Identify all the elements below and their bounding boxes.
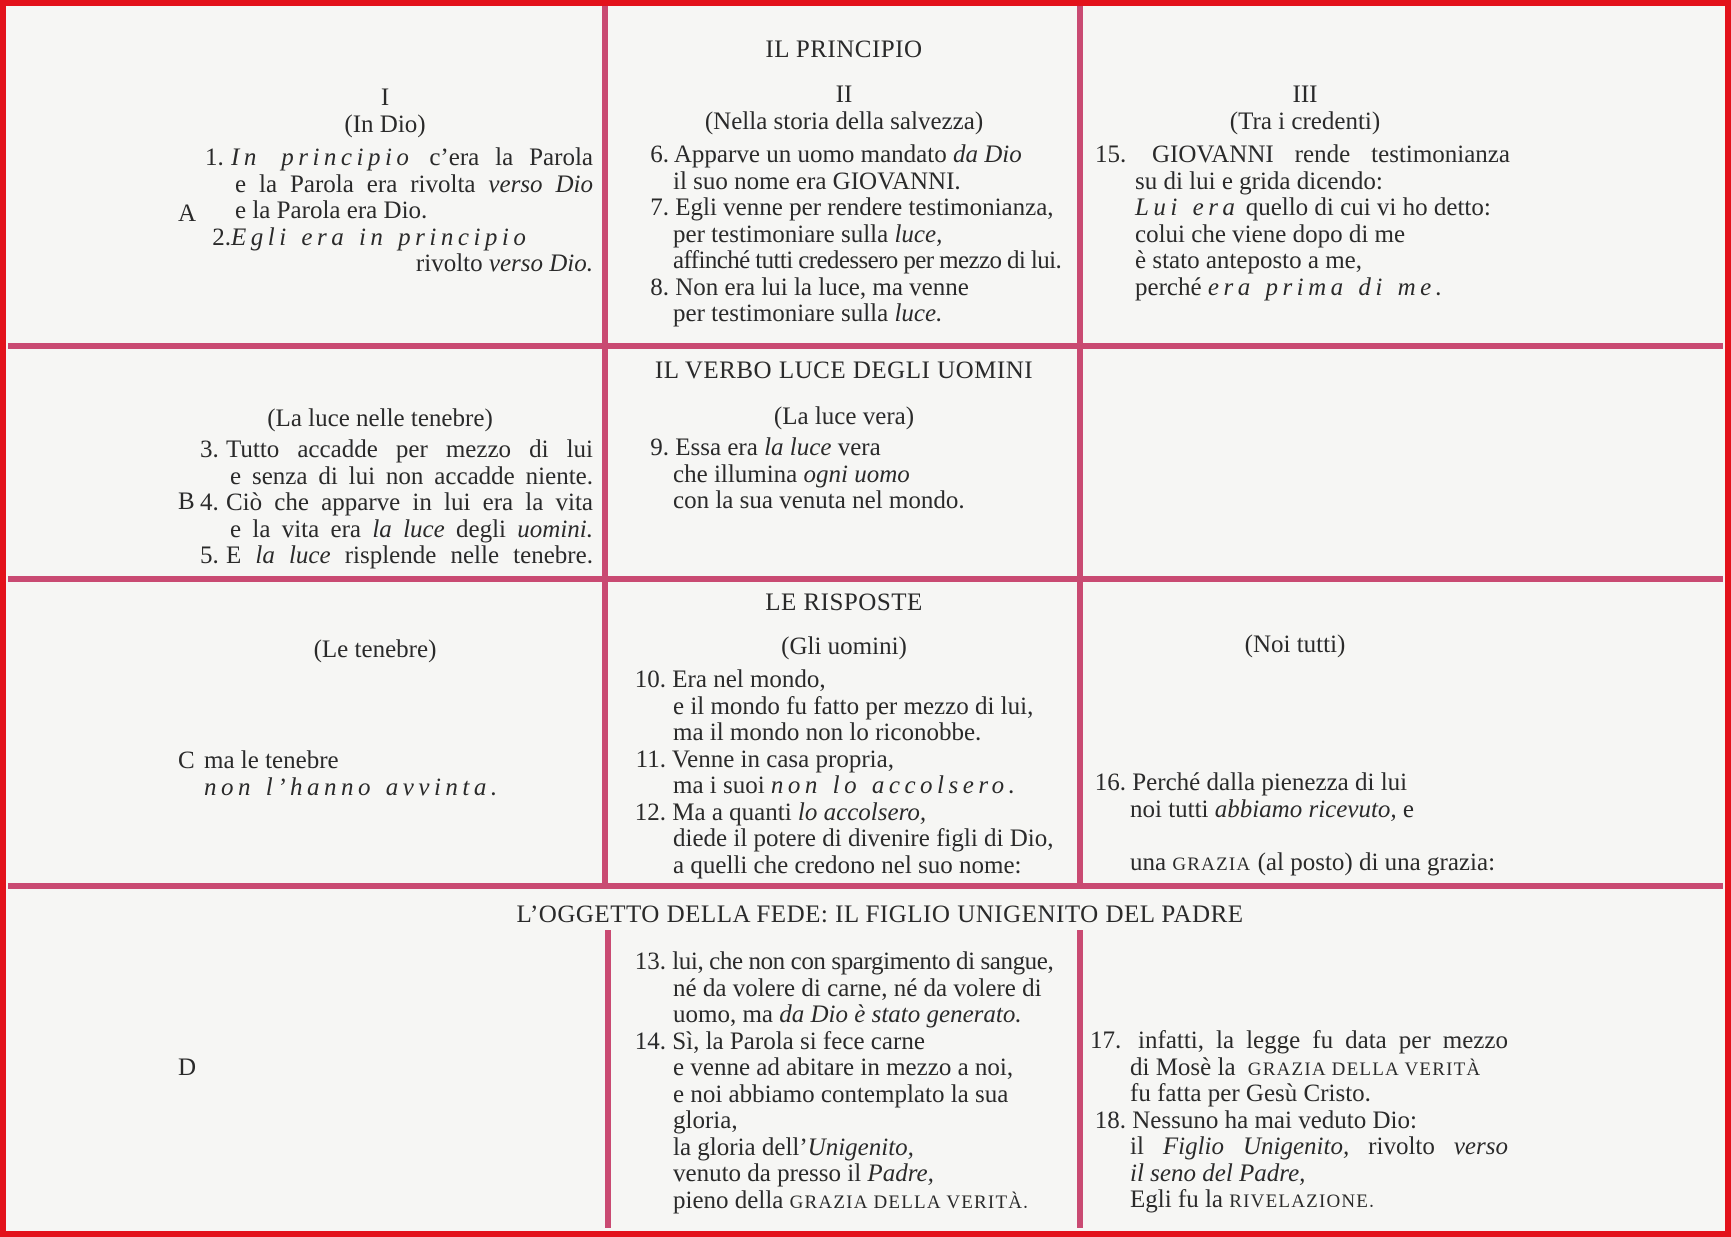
verse-18-line-3: il seno del Padre, <box>1130 1159 1306 1187</box>
verse-7-line-1: 7. Egli venne per rendere testimonianza, <box>650 194 1054 221</box>
column-1-subtitle: (In Dio) <box>344 110 426 138</box>
column-2-subtitle: (Nella storia della salvezza) <box>704 107 984 135</box>
darkness-verse <box>204 748 502 801</box>
verse-block-16 <box>1090 770 1495 876</box>
verse-block-17-18 <box>1090 1028 1508 1214</box>
column-3-numeral: III <box>1292 81 1318 108</box>
verse-12-line-1: 12. Ma a quanti lo accolsero, <box>634 798 927 826</box>
verse-8-line-1: 8. Non era lui la luce, ma venne <box>650 273 969 301</box>
verse-14-line-6: venuto da presso il Padre, <box>673 1160 934 1187</box>
verse-5-line-1: 5. E la luce risplende nelle tenebre. <box>200 542 593 569</box>
verse-7-line-2: per testimoniare sulla luce, <box>673 220 943 248</box>
column-2-header <box>611 82 1077 135</box>
verse-14-line-5: la gloria dell’Unigenito, <box>673 1133 914 1161</box>
verse-14-line-7: pieno della GRAZIA DELLA VERITÀ. <box>673 1186 1030 1214</box>
column-3-header <box>1160 82 1450 135</box>
verse-14-line-2: e venne ad abitare in mezzo a noi, <box>673 1054 1014 1081</box>
verse-14-line-3: e noi abbiamo contemplato la sua <box>673 1080 1009 1108</box>
verse-15-line-3: Lui era quello di cui vi ho detto: <box>1135 194 1491 221</box>
verse-18-line-4: Egli fu la RIVELAZIONE. <box>1130 1186 1376 1213</box>
darkness-line-2: non l’hanno avvinta. <box>204 773 502 801</box>
verse-15-line-4: colui che viene dopo di me <box>1135 220 1406 248</box>
verse-10-line-2: e il mondo fu fatto per mezzo di lui, <box>673 692 1034 720</box>
verse-8-line-2: per testimoniare sulla luce. <box>673 300 943 327</box>
verse-16-line-3: una GRAZIA (al posto) di una grazia: <box>1130 848 1496 876</box>
verse-13-line-1: 13. lui, che non con spargimento di sangue, <box>634 948 1054 975</box>
row-letter-b: B <box>178 488 195 515</box>
verse-17-line-3: fu fatta per Gesù Cristo. <box>1130 1080 1371 1107</box>
verse-1-line-1: 1. In principio c’era la Parola <box>205 144 593 171</box>
divider-row-bc <box>8 576 1723 582</box>
verse-17-line-1: 17. infatti, la legge fu data per mezzo <box>1090 1027 1509 1054</box>
verse-6-line-2: il suo nome era GIOVANNI. <box>673 167 961 195</box>
row-letter-c: C <box>178 747 195 774</box>
verse-block-1-2 <box>205 145 593 278</box>
verse-1-line-3: e la Parola era Dio. <box>235 197 428 224</box>
verse-15-line-2: su di lui e grida dicendo: <box>1135 167 1383 195</box>
verse-12-line-3: a quelli che credono nel suo nome: <box>673 851 1022 879</box>
verse-16-spacer <box>1090 823 1495 850</box>
verse-9-line-1: 9. Essa era la luce vera <box>650 434 881 461</box>
section-title-oggetto: L’OGGETTO DELLA FEDE: IL FIGLIO UNIGENITO DEL PADRE <box>516 901 1244 928</box>
verse-10-line-1: 10. Era nel mondo, <box>634 666 826 693</box>
verse-15-line-1: 15. GIOVANNI rende testimonianza <box>1095 141 1510 168</box>
darkness-line-1: ma le tenebre <box>204 747 339 774</box>
verse-13-line-3: uomo, ma da Dio è stato generato. <box>673 1001 1022 1028</box>
divider-col-12-bottom <box>605 930 611 1228</box>
column-1-header <box>290 85 480 138</box>
verse-block-6-8 <box>643 142 1061 328</box>
verse-6-line-1: 6. Apparve un uomo mandato da Dio <box>650 141 1022 168</box>
row-c-col-1-subtitle: (Le tenebre) <box>313 636 437 663</box>
verse-7-line-3: affinché tutti credessero per mezzo di lui. <box>673 247 1062 274</box>
verse-3-line-1: 3. Tutto accadde per mezzo di lui <box>200 436 593 463</box>
verse-15-line-6: perché era prima di me. <box>1135 273 1447 301</box>
divider-col-12-top <box>602 6 608 886</box>
verse-17-line-2: di Mosè la GRAZIA DELLA VERITÀ <box>1130 1053 1482 1081</box>
verse-14-line-4: gloria, <box>673 1107 738 1134</box>
verse-2-line-2: rivolto verso Dio. <box>415 250 593 277</box>
row-b-col-1-subtitle: (La luce nelle tenebre) <box>267 405 493 432</box>
row-c-col-3-subtitle: (Noi tutti) <box>1244 631 1346 658</box>
section-title-verbo: IL VERBO LUCE DEGLI UOMINI <box>654 357 1034 384</box>
verse-16-line-1: 16. Perché dalla pienezza di lui <box>1094 769 1408 796</box>
verse-15-line-5: è stato anteposto a me, <box>1135 247 1363 274</box>
verse-1-line-2: e la Parola era rivolta verso Dio <box>235 170 593 198</box>
row-letter-d: D <box>178 1054 197 1081</box>
divider-row-cd <box>8 883 1723 889</box>
column-1-numeral: I <box>380 84 390 111</box>
verse-13-line-2: né da volere di carne, né da volere di <box>673 974 1042 1002</box>
verse-12-line-2: diede il potere di divenire figli di Dio, <box>673 825 1054 852</box>
verse-block-15 <box>1095 142 1510 301</box>
verse-18-line-2: il Figlio Unigenito, rivolto verso <box>1130 1133 1508 1160</box>
row-b-col-2-subtitle: (La luce vera) <box>773 403 915 430</box>
row-c-col-2-subtitle: (Gli uomini) <box>781 633 907 660</box>
divider-row-ab <box>8 343 1723 349</box>
verse-4-line-1: 4. Ciò che apparve in lui era la vita <box>200 489 593 516</box>
verse-3-line-2: e senza di lui non accadde niente. <box>230 462 593 490</box>
verse-11-line-1: 11. Venne in casa propria, <box>635 745 894 773</box>
verse-block-9 <box>643 435 965 515</box>
section-title-risposte: LE RISPOSTE <box>765 589 923 616</box>
verse-4-line-2: e la vita era la luce degli uomini. <box>230 515 593 543</box>
column-2-numeral: II <box>835 81 853 108</box>
row-letter-a: A <box>178 200 197 227</box>
divider-col-23-top <box>1077 6 1083 886</box>
verse-block-3-5 <box>200 437 593 570</box>
column-3-subtitle: (Tra i credenti) <box>1229 107 1381 135</box>
verse-18-line-1: 18. Nessuno ha mai veduto Dio: <box>1094 1106 1417 1134</box>
verse-16-line-2: noi tutti abbiamo ricevuto, e <box>1130 795 1415 823</box>
verse-block-13-14 <box>630 949 1053 1214</box>
verse-14-line-1: 14. Sì, la Parola si fece carne <box>634 1027 925 1055</box>
verse-9-line-3: con la sua venuta nel mondo. <box>673 487 965 514</box>
section-title-principio: IL PRINCIPIO <box>765 36 923 63</box>
verse-2-line-1: 2.Egli era in principio <box>212 223 531 251</box>
verse-block-10-12 <box>630 667 1053 879</box>
divider-col-23-bottom <box>1077 930 1083 1228</box>
verse-9-line-2: che illumina ogni uomo <box>673 460 910 488</box>
verse-11-line-2: ma i suoi non lo accolsero. <box>673 772 1020 799</box>
verse-10-line-3: ma il mondo non lo riconobbe. <box>673 719 982 746</box>
